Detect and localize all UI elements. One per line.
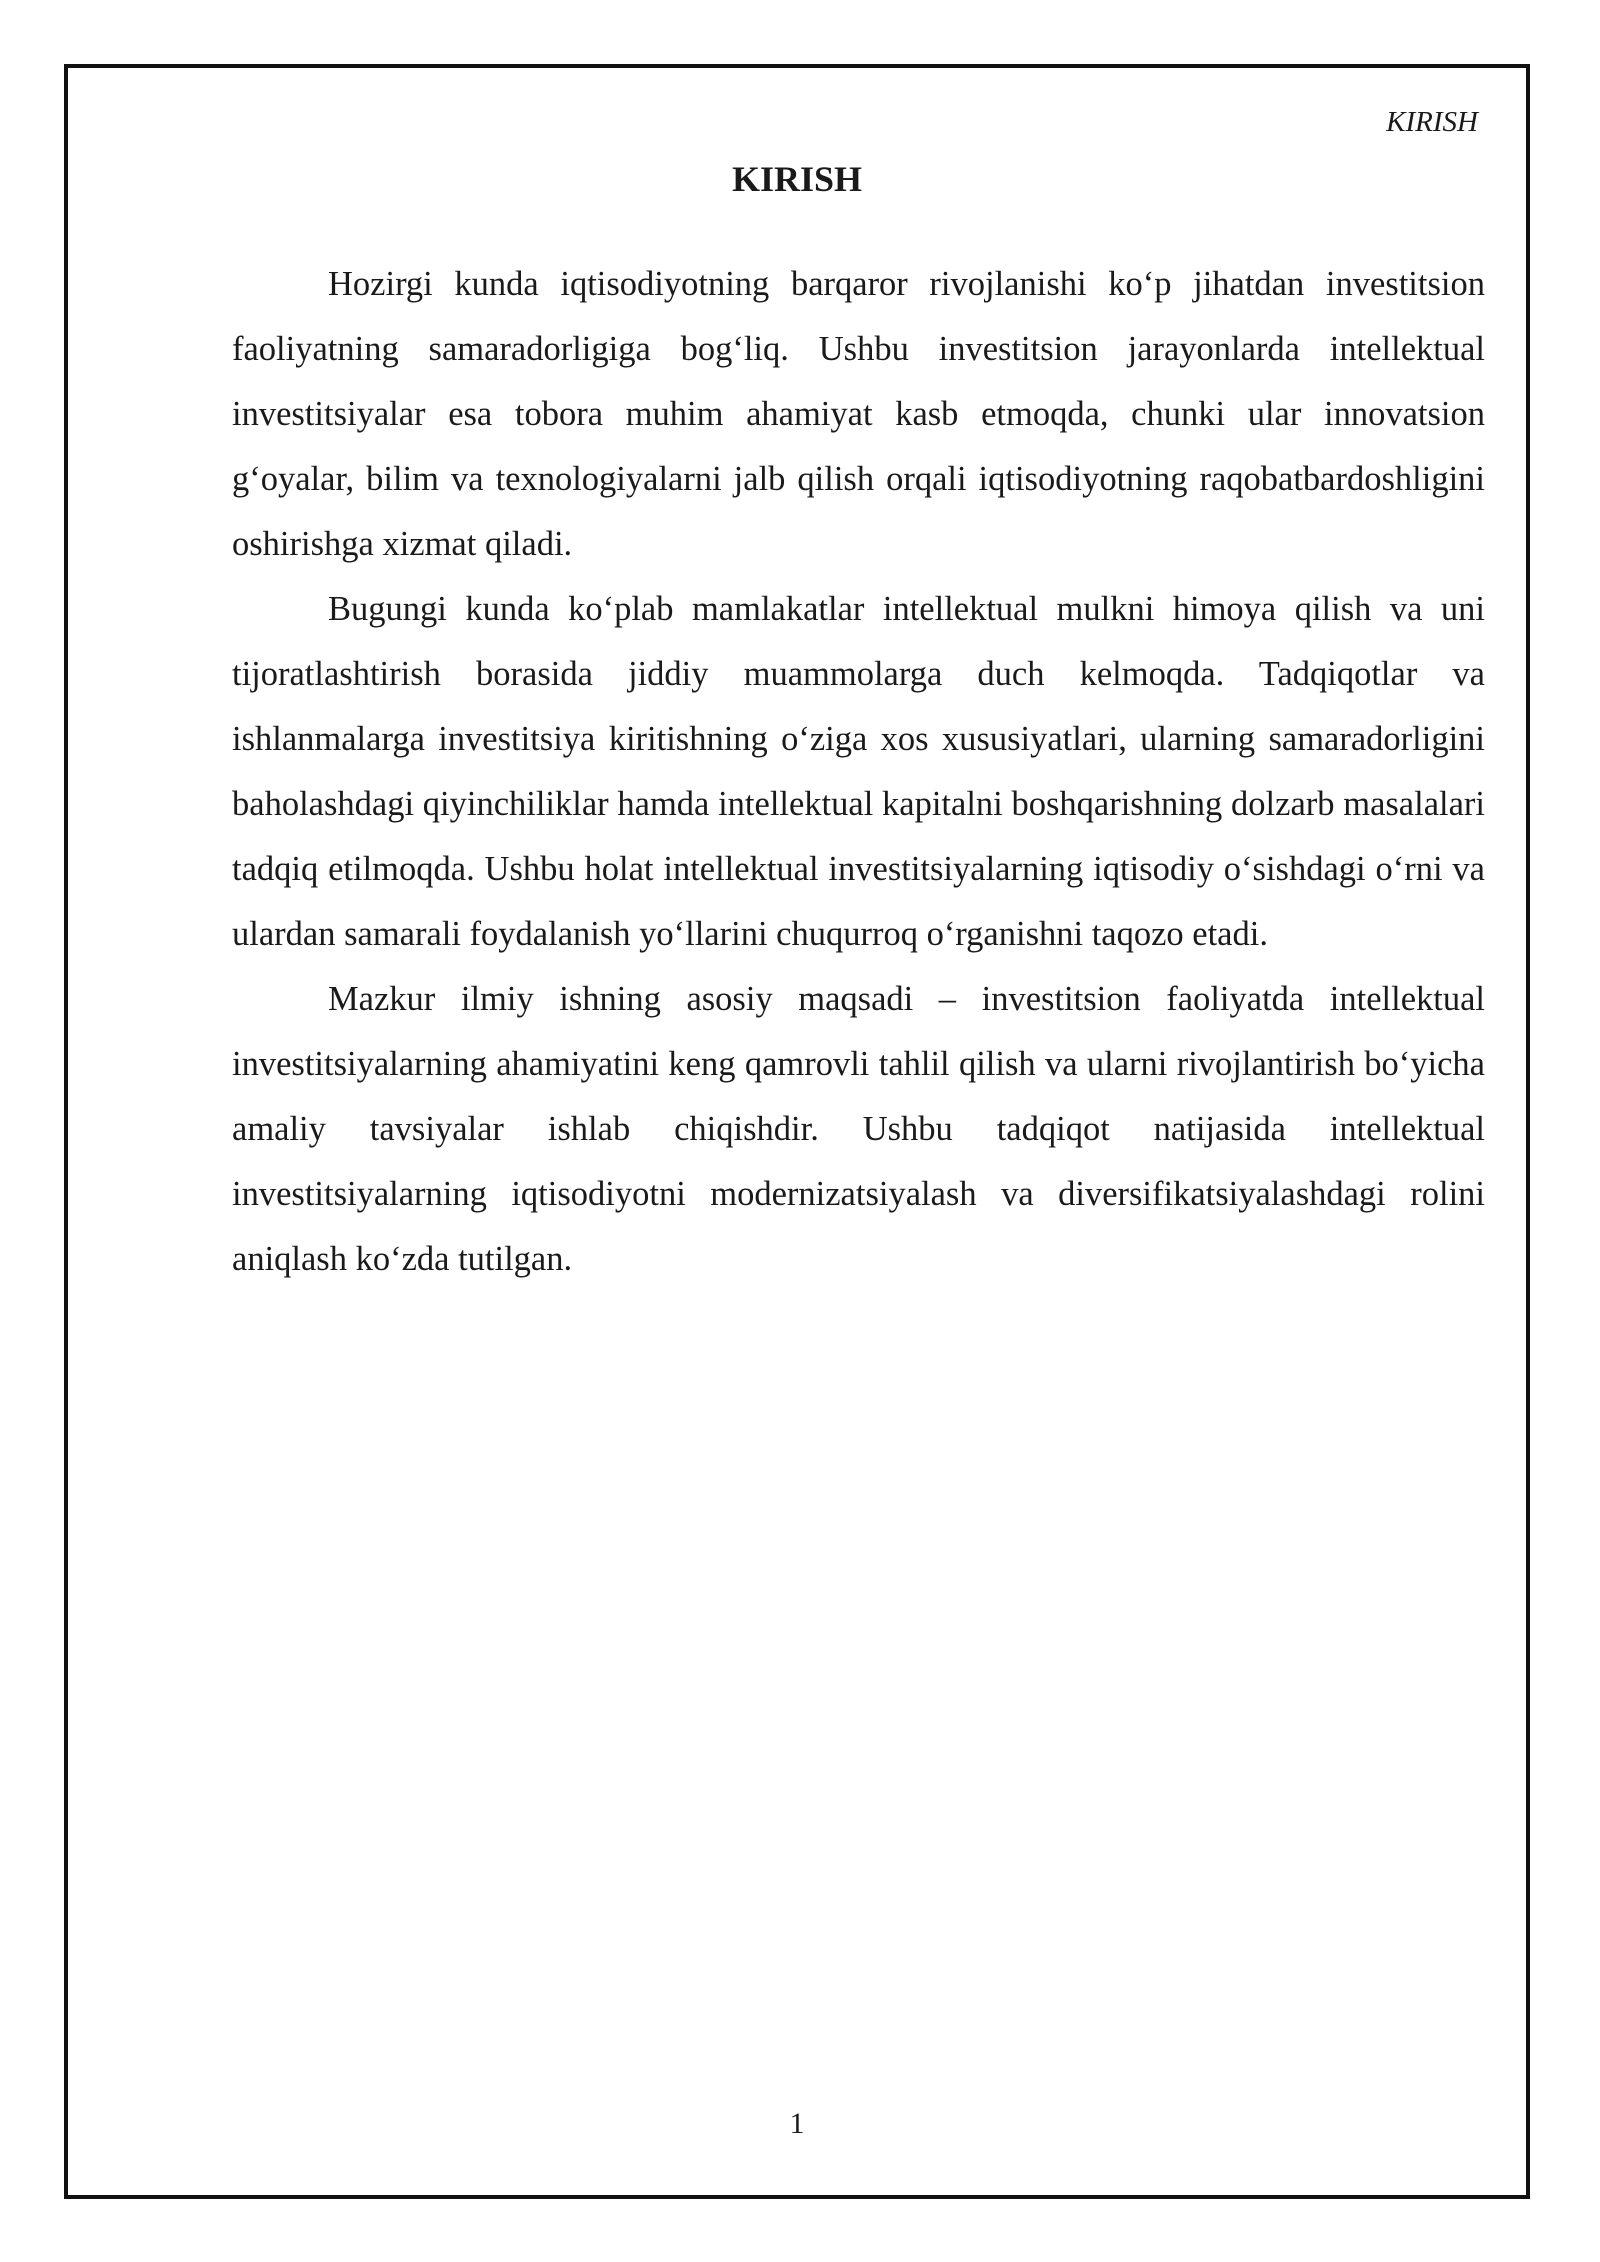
paragraph-3: Mazkur ilmiy ishning asosiy maqsadi – investitsion faoliyatda intellektual investitsiyalarning ahamiyatini keng qamrovli tahlil qilish va ularni rivojlantirish bo‘yicha amaliy tavsiyalar ishlab chiqishdir. Ushbu tadqiqot natijasida intellektual investitsiyalarning iqtisodiyotni modernizatsiyalash va diversifikatsiyalashdagi rolini aniqlash ko‘zda tutilgan. (232, 980, 1485, 1278)
page-number: 1 (789, 2107, 805, 2140)
paragraph-1: Hozirgi kunda iqtisodiyotning barqaror rivojlanishi ko‘p jihatdan investitsion faoliyatning samaradorligiga bog‘liq. Ushbu investitsion jarayonlarda intellektual investitsiyalar esa tobora muhim ahamiyat kasb etmoqda, chunki ular innovatsion g‘oyalar, bilim va texnologiyalarni jalb qilish orqali iqtisodiyotning raqobatbardoshligini oshirishga xizmat qiladi. (232, 265, 1485, 563)
page-title: KIRISH (731, 159, 863, 199)
body-text (232, 252, 1485, 1292)
page-border (64, 64, 1530, 2199)
running-header: KIRISH (1386, 106, 1478, 138)
paragraph-2: Bugungi kunda ko‘plab mamlakatlar intellektual mulkni himoya qilish va uni tijoratlashtirish borasida jiddiy muammolarga duch kelmoqda. Tadqiqotlar va ishlanmalarga investitsiya kiritishning o‘ziga xos xususiyatlari, ularning samaradorligini baholashdagi qiyinchiliklar hamda intellektual kapitalni boshqarishning dolzarb masalalari tadqiq etilmoqda. Ushbu holat intellektual investitsiyalarning iqtisodiy o‘sishdagi o‘rni va ulardan samarali foydalanish yo‘llarini chuqurroq o‘rganishni taqozo etadi. (232, 590, 1485, 953)
